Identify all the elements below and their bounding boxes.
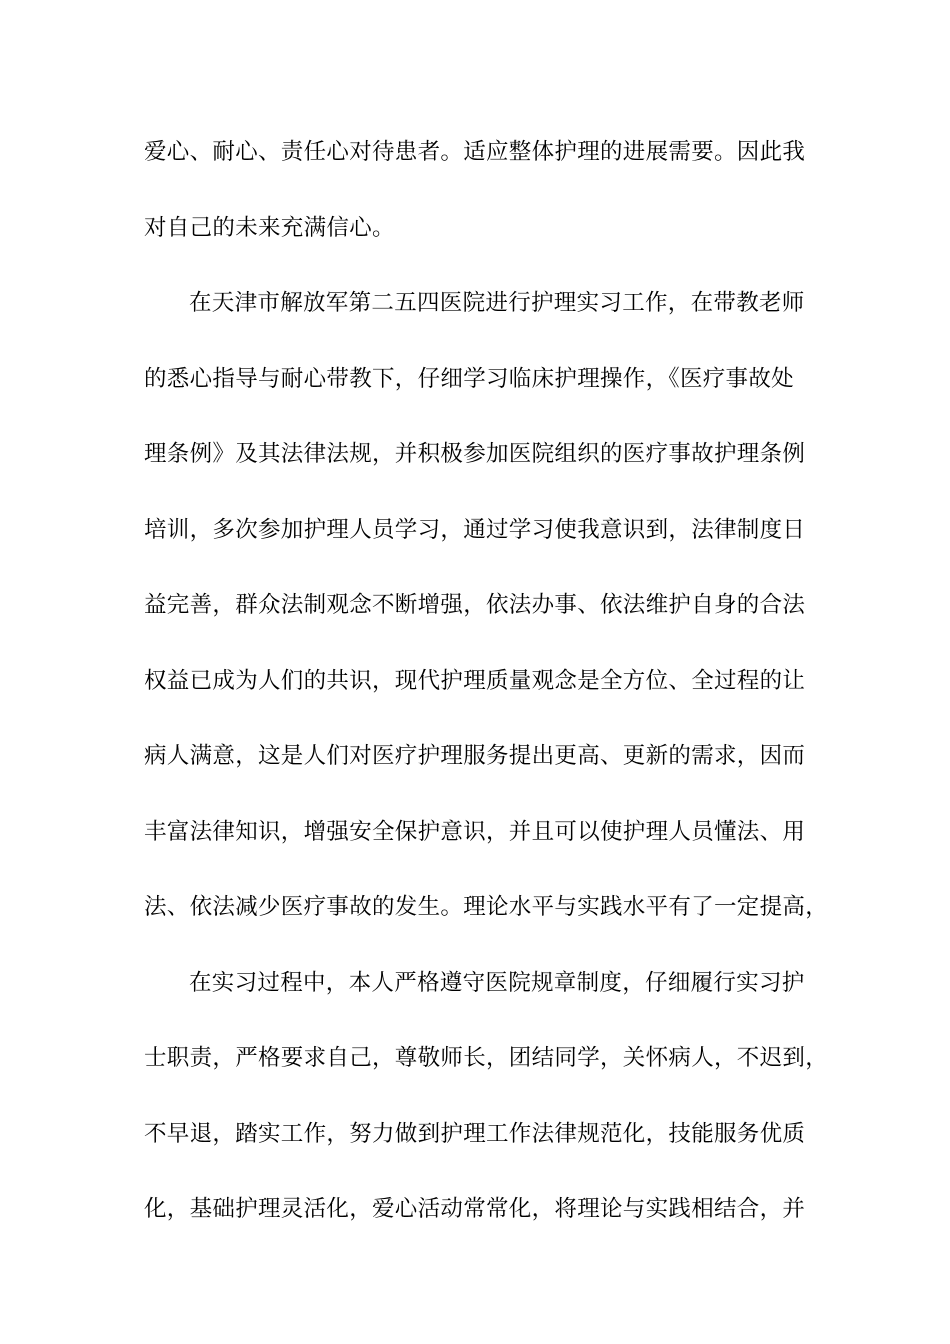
text-line: 不早退，踏实工作，努力做到护理工作法律规范化，技能服务优质 <box>144 1120 806 1147</box>
body-text <box>144 130 829 1263</box>
text-line: 爱心、耐心、责任心对待患者。适应整体护理的进展需要。因此我 <box>144 139 806 165</box>
text-line: 病人满意，这是人们对医疗护理服务提出更高、更新的需求，因而 <box>144 743 806 769</box>
text-line: 培训，多次参加护理人员学习，通过学习使我意识到，法律制度日 <box>144 516 806 543</box>
text-line: 的悉心指导与耐心带教下，仔细学习临床护理操作，《医疗事故处 <box>144 365 794 392</box>
text-line: 法、依法减少医疗事故的发生。理论水平与实践水平有了一定提高， <box>144 894 829 920</box>
text-line: 理条例》及其法律法规，并积极参加医院组织的医疗事故护理条例 <box>144 441 806 467</box>
text-line: 对自己的未来充满信心。 <box>144 214 395 241</box>
text-line: 化，基础护理灵活化，爱心活动常常化，将理论与实践相结合，并 <box>144 1196 806 1222</box>
text-line: 权益已成为人们的共识，现代护理质量观念是全方位、全过程的让 <box>144 667 806 694</box>
text-line: 丰富法律知识，增强安全保护意识，并且可以使护理人员懂法、用 <box>144 818 806 845</box>
text-line: 益完善，群众法制观念不断增强，依法办事、依法维护自身的合法 <box>144 592 806 618</box>
paragraph-start-line: 在天津市解放军第二五四医院进行护理实习工作，在带教老师 <box>189 290 805 316</box>
text-line: 士职责，严格要求自己，尊敬师长，团结同学，关怀病人，不迟到， <box>144 1045 829 1071</box>
paragraph-start-line: 在实习过程中，本人严格遵守医院规章制度，仔细履行实习护 <box>189 969 805 996</box>
